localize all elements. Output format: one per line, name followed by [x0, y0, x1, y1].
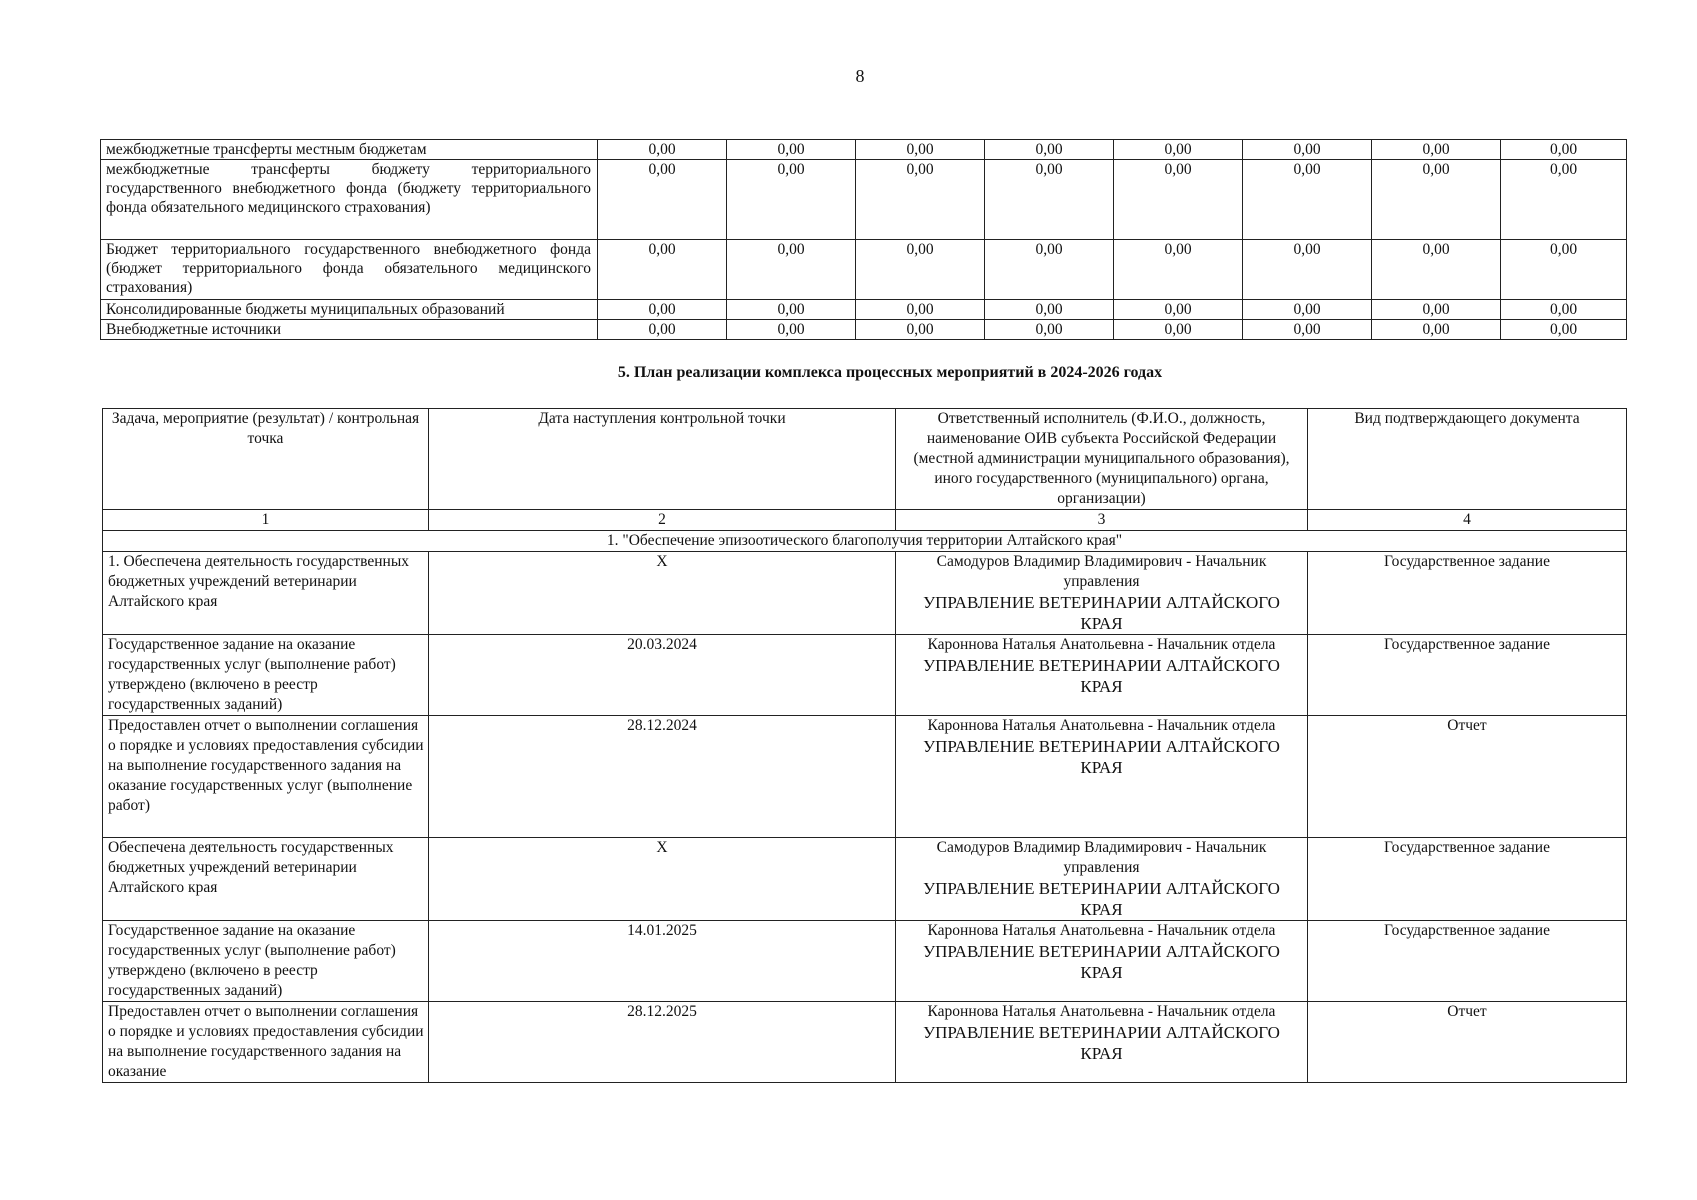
column-number: 1: [103, 510, 429, 531]
plan-document: Отчет: [1308, 716, 1627, 838]
budget-row: [101, 320, 1627, 340]
budget-cell: 0,00: [1243, 140, 1372, 160]
task-title-row: [103, 531, 1627, 552]
plan-event: Предоставлен отчет о выполнении соглашения о порядке и условиях предоставления субсидии на выполнение государственного задания на оказание: [103, 1002, 429, 1083]
executor-department: УПРАВЛЕНИЕ ВЕТЕРИНАРИИ АЛТАЙСКОГО КРАЯ: [923, 879, 1280, 919]
budget-cell: 0,00: [985, 240, 1114, 300]
budget-cell: 0,00: [1243, 320, 1372, 340]
plan-row: [103, 716, 1627, 838]
budget-cell: 0,00: [1501, 300, 1627, 320]
executor-name: Кароннова Наталья Анатольевна - Начальник отдела: [927, 922, 1276, 939]
executor-name: Самодуров Владимир Владимирович - Начальник управления: [936, 839, 1267, 876]
task-title: 1. "Обеспечение эпизоотического благополучия территории Алтайского края": [103, 531, 1627, 552]
plan-event: Обеспечена деятельность государственных бюджетных учреждений ветеринарии Алтайского края: [103, 838, 429, 921]
budget-cell: 0,00: [1243, 240, 1372, 300]
plan-date: X: [429, 838, 896, 921]
executor-name: Кароннова Наталья Анатольевна - Начальник отдела: [927, 717, 1276, 734]
budget-cell: 0,00: [856, 300, 985, 320]
plan-date: 28.12.2025: [429, 1002, 896, 1083]
budget-row-label: Консолидированные бюджеты муниципальных образований: [101, 300, 598, 320]
plan-date: 28.12.2024: [429, 716, 896, 838]
executor-name: Самодуров Владимир Владимирович - Начальник управления: [936, 553, 1267, 590]
plan-executor: [896, 838, 1308, 921]
page-number: 8: [855, 66, 865, 86]
budget-cell: 0,00: [1114, 240, 1243, 300]
budget-cell: 0,00: [1243, 160, 1372, 240]
budget-cell: 0,00: [598, 240, 727, 300]
budget-cell: 0,00: [1114, 160, 1243, 240]
column-number: 2: [429, 510, 896, 531]
budget-cell: 0,00: [985, 300, 1114, 320]
plan-event: 1. Обеспечена деятельность государственных бюджетных учреждений ветеринарии Алтайского края: [103, 552, 429, 635]
budget-row-label: межбюджетные трансферты бюджету территориального государственного внебюджетного фонда (бюджету территориального фонда обязательного медицинского страхования): [101, 160, 598, 240]
plan-row: [103, 552, 1627, 635]
plan-row: [103, 921, 1627, 1002]
budget-cell: 0,00: [1372, 320, 1501, 340]
plan-document: Отчет: [1308, 1002, 1627, 1083]
plan-document: Государственное задание: [1308, 838, 1627, 921]
budget-cell: 0,00: [727, 240, 856, 300]
budget-cell: 0,00: [1372, 240, 1501, 300]
budget-cell: 0,00: [1243, 300, 1372, 320]
budget-cell: 0,00: [1372, 140, 1501, 160]
plan-document: Государственное задание: [1308, 635, 1627, 716]
plan-row: [103, 635, 1627, 716]
plan-event: Предоставлен отчет о выполнении соглашения о порядке и условиях предоставления субсидии на выполнение государственного задания на оказание государственных услуг (выполнение работ): [103, 716, 429, 838]
budget-row-label: Бюджет территориального государственного внебюджетного фонда (бюджет территориального фонда обязательного медицинского страхования): [101, 240, 598, 300]
budget-row: [101, 140, 1627, 160]
plan-date: 20.03.2024: [429, 635, 896, 716]
plan-date: X: [429, 552, 896, 635]
plan-document: Государственное задание: [1308, 921, 1627, 1002]
header-date: Дата наступления контрольной точки: [429, 409, 896, 510]
budget-cell: 0,00: [598, 320, 727, 340]
budget-cell: 0,00: [1501, 320, 1627, 340]
plan-document: Государственное задание: [1308, 552, 1627, 635]
budget-cell: 0,00: [1501, 160, 1627, 240]
budget-cell: 0,00: [1501, 140, 1627, 160]
executor-department: УПРАВЛЕНИЕ ВЕТЕРИНАРИИ АЛТАЙСКОГО КРАЯ: [923, 593, 1280, 633]
budget-cell: 0,00: [727, 300, 856, 320]
budget-cell: 0,00: [1114, 300, 1243, 320]
budget-cell: 0,00: [727, 160, 856, 240]
budget-cell: 0,00: [598, 300, 727, 320]
column-number: 4: [1308, 510, 1627, 531]
column-number: 3: [896, 510, 1308, 531]
budget-cell: 0,00: [1372, 300, 1501, 320]
executor-department: УПРАВЛЕНИЕ ВЕТЕРИНАРИИ АЛТАЙСКОГО КРАЯ: [923, 1023, 1280, 1063]
executor-name: Кароннова Наталья Анатольевна - Начальник отдела: [927, 636, 1276, 653]
budget-cell: 0,00: [856, 140, 985, 160]
budget-cell: 0,00: [856, 160, 985, 240]
budget-cell: 0,00: [1114, 320, 1243, 340]
plan-executor: [896, 716, 1308, 838]
executor-name: Кароннова Наталья Анатольевна - Начальник отдела: [927, 1003, 1276, 1020]
plan-row: [103, 838, 1627, 921]
plan-executor: [896, 921, 1308, 1002]
header-task: Задача, мероприятие (результат) / контрольная точка: [103, 409, 429, 510]
column-number-row: [103, 510, 1627, 531]
budget-cell: 0,00: [598, 140, 727, 160]
plan-header-row: [103, 409, 1627, 510]
plan-event: Государственное задание на оказание государственных услуг (выполнение работ) утверждено (включено в реестр государственных заданий): [103, 635, 429, 716]
budget-cell: 0,00: [598, 160, 727, 240]
plan-event: Государственное задание на оказание государственных услуг (выполнение работ) утверждено (включено в реестр государственных заданий): [103, 921, 429, 1002]
header-executor: Ответственный исполнитель (Ф.И.О., должность, наименование ОИВ субъекта Российской Федерации (местной администрации муниципального образования), иного государственного (муниципального) органа, организации): [896, 409, 1308, 510]
budget-table: [100, 139, 1627, 340]
budget-cell: 0,00: [1114, 140, 1243, 160]
budget-row: [101, 160, 1627, 240]
plan-date: 14.01.2025: [429, 921, 896, 1002]
budget-cell: 0,00: [727, 140, 856, 160]
executor-department: УПРАВЛЕНИЕ ВЕТЕРИНАРИИ АЛТАЙСКОГО КРАЯ: [923, 656, 1280, 696]
plan-table: [102, 408, 1627, 1083]
budget-cell: 0,00: [856, 320, 985, 340]
budget-cell: 0,00: [856, 240, 985, 300]
budget-row: [101, 300, 1627, 320]
budget-cell: 0,00: [985, 140, 1114, 160]
plan-row: [103, 1002, 1627, 1083]
executor-department: УПРАВЛЕНИЕ ВЕТЕРИНАРИИ АЛТАЙСКОГО КРАЯ: [923, 942, 1280, 982]
executor-department: УПРАВЛЕНИЕ ВЕТЕРИНАРИИ АЛТАЙСКОГО КРАЯ: [923, 737, 1280, 777]
header-document: Вид подтверждающего документа: [1308, 409, 1627, 510]
plan-executor: [896, 1002, 1308, 1083]
budget-cell: 0,00: [985, 160, 1114, 240]
budget-row-label: межбюджетные трансферты местным бюджетам: [101, 140, 598, 160]
budget-cell: 0,00: [727, 320, 856, 340]
budget-cell: 0,00: [985, 320, 1114, 340]
plan-executor: [896, 635, 1308, 716]
budget-cell: 0,00: [1372, 160, 1501, 240]
plan-executor: [896, 552, 1308, 635]
section-title: 5. План реализации комплекса процессных мероприятий в 2024-2026 годах: [617, 364, 1163, 381]
budget-row: [101, 240, 1627, 300]
budget-cell: 0,00: [1501, 240, 1627, 300]
budget-row-label: Внебюджетные источники: [101, 320, 598, 340]
